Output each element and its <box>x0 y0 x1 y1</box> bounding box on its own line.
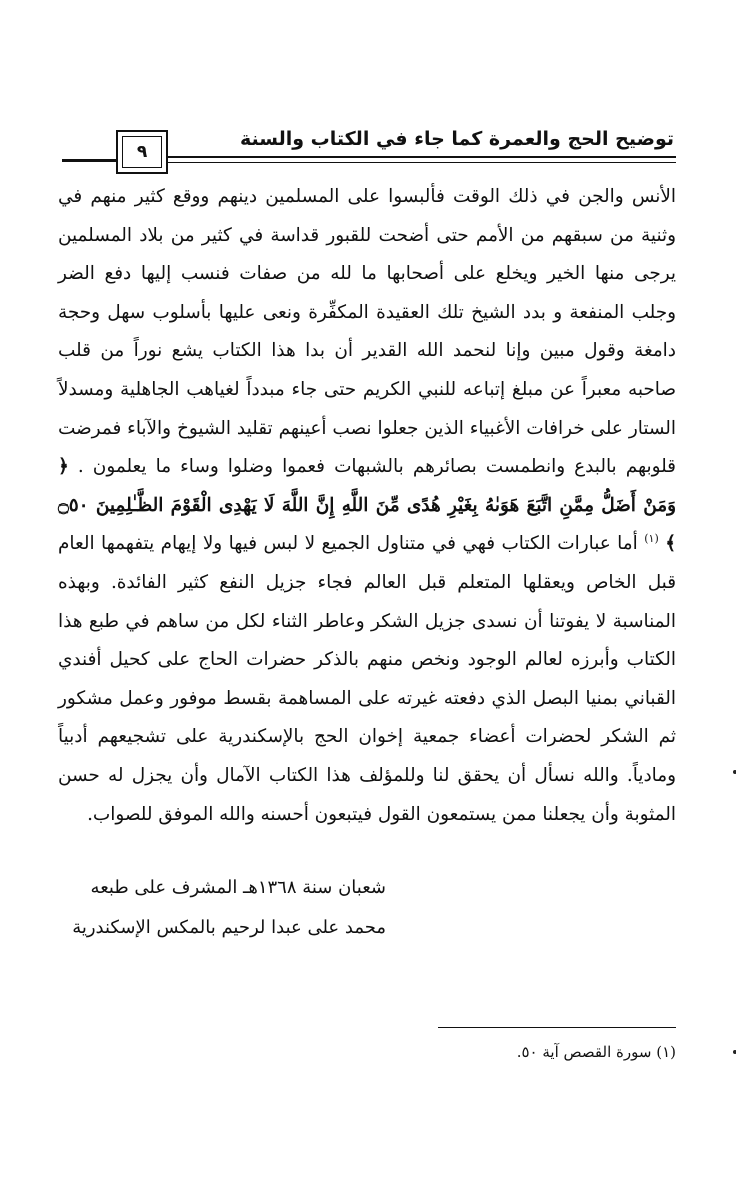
header-rule-right <box>168 156 676 163</box>
signature-line-date: شعبان سنة ١٣٦٨هـ المشرف على طبعه <box>90 877 386 898</box>
page-number-box <box>116 130 168 174</box>
signature-block <box>66 868 386 948</box>
footnote-marker: (١) <box>644 532 659 546</box>
body-paragraph <box>58 178 676 834</box>
footnote-separator <box>438 1027 676 1028</box>
running-header-title: توضيح الحج والعمرة كما جاء في الكتاب والسنة <box>239 128 674 150</box>
paragraph-before-verse: الأنس والجن في ذلك الوقت فألبسوا على المسلمين دينهم ووقع كثير منهم في وثنية من سبقهم من الأمم حتى أضحت للقبور قداسة في كثير من بلاد المسلمين يرجى منها الخير ويخلع على أصحابها ما لله من صفات فنسب إليها دفع الضر وجلب المنفعة و بدد الشيخ تلك العقيدة المكفِّرة ونعى عليها بأسلوب سهل وحجة دامغة وقول مبين وإنا لنحمد الله القدير أن بدا هذا الكتاب يشع نوراً من قلب صاحبه معبراً عن مبلغ إتباعه للنبي الكريم حتى جاء مبدداً لغياهب الجاهلية ومسدلاً الستار على خرافات الأغبياء الذين جعلوا نصب أعينهم تقليد الشيوخ والآباء فمرضت قلوبهم بالبدع وانطمست بصائرهم بالشبهات فعموا وضلوا وساء ما يعلمون . <box>58 186 676 478</box>
page-number: ٩ <box>122 136 162 168</box>
header-rule-left <box>62 159 116 162</box>
signature-line-name: محمد على عبدا لرحيم بالمكس الإسكندرية <box>72 917 386 938</box>
paragraph-after-verse: أما عبارات الكتاب فهي في متناول الجميع لا لبس فيها ولا إيهام يتفهمها العام قبل الخاص ويعقلها المتعلم قبل العالم فجاء جزيل النفع كثير الفائدة. وبهذه المناسبة لا يفوتنا أن نسدى جزيل الشكر وعاطر الثناء لكل من ساهم في طبع هذا الكتاب وأبرزه لعالم الوجود ونخص منهم بالذكر حضرات الحاج على كحيل أفندي القباني بمنيا البصل الذي دفعته غيرته على المساهمة بقسط موفور وعمل مشكور ثم الشكر لحضرات أعضاء جمعية إخوان الحج بالإسكندرية على تشجيعهم أدبياً ومادياً. والله نسأل أن يحقق لنا وللمؤلف هذا الكتاب الآمال وأن يجزل له حسن المثوبة وأن يجعلنا ممن يستمعون القول فيتبعون أحسنه والله الموفق للصواب. <box>58 533 676 825</box>
footnote: (١) سورة القصص آية ٥٠. <box>516 1043 676 1061</box>
quran-verse: ﴿ وَمَنْ أَضَلُّ مِمَّنِ اتَّبَعَ هَوَىٰهُ بِغَيْرِ هُدًى مِّنَ اللَّهِ إِنَّ اللَّهَ لَا يَهْدِى الْقَوْمَ الظَّـٰلِمِينَ ۝٥٠ ﴾ <box>58 456 676 555</box>
